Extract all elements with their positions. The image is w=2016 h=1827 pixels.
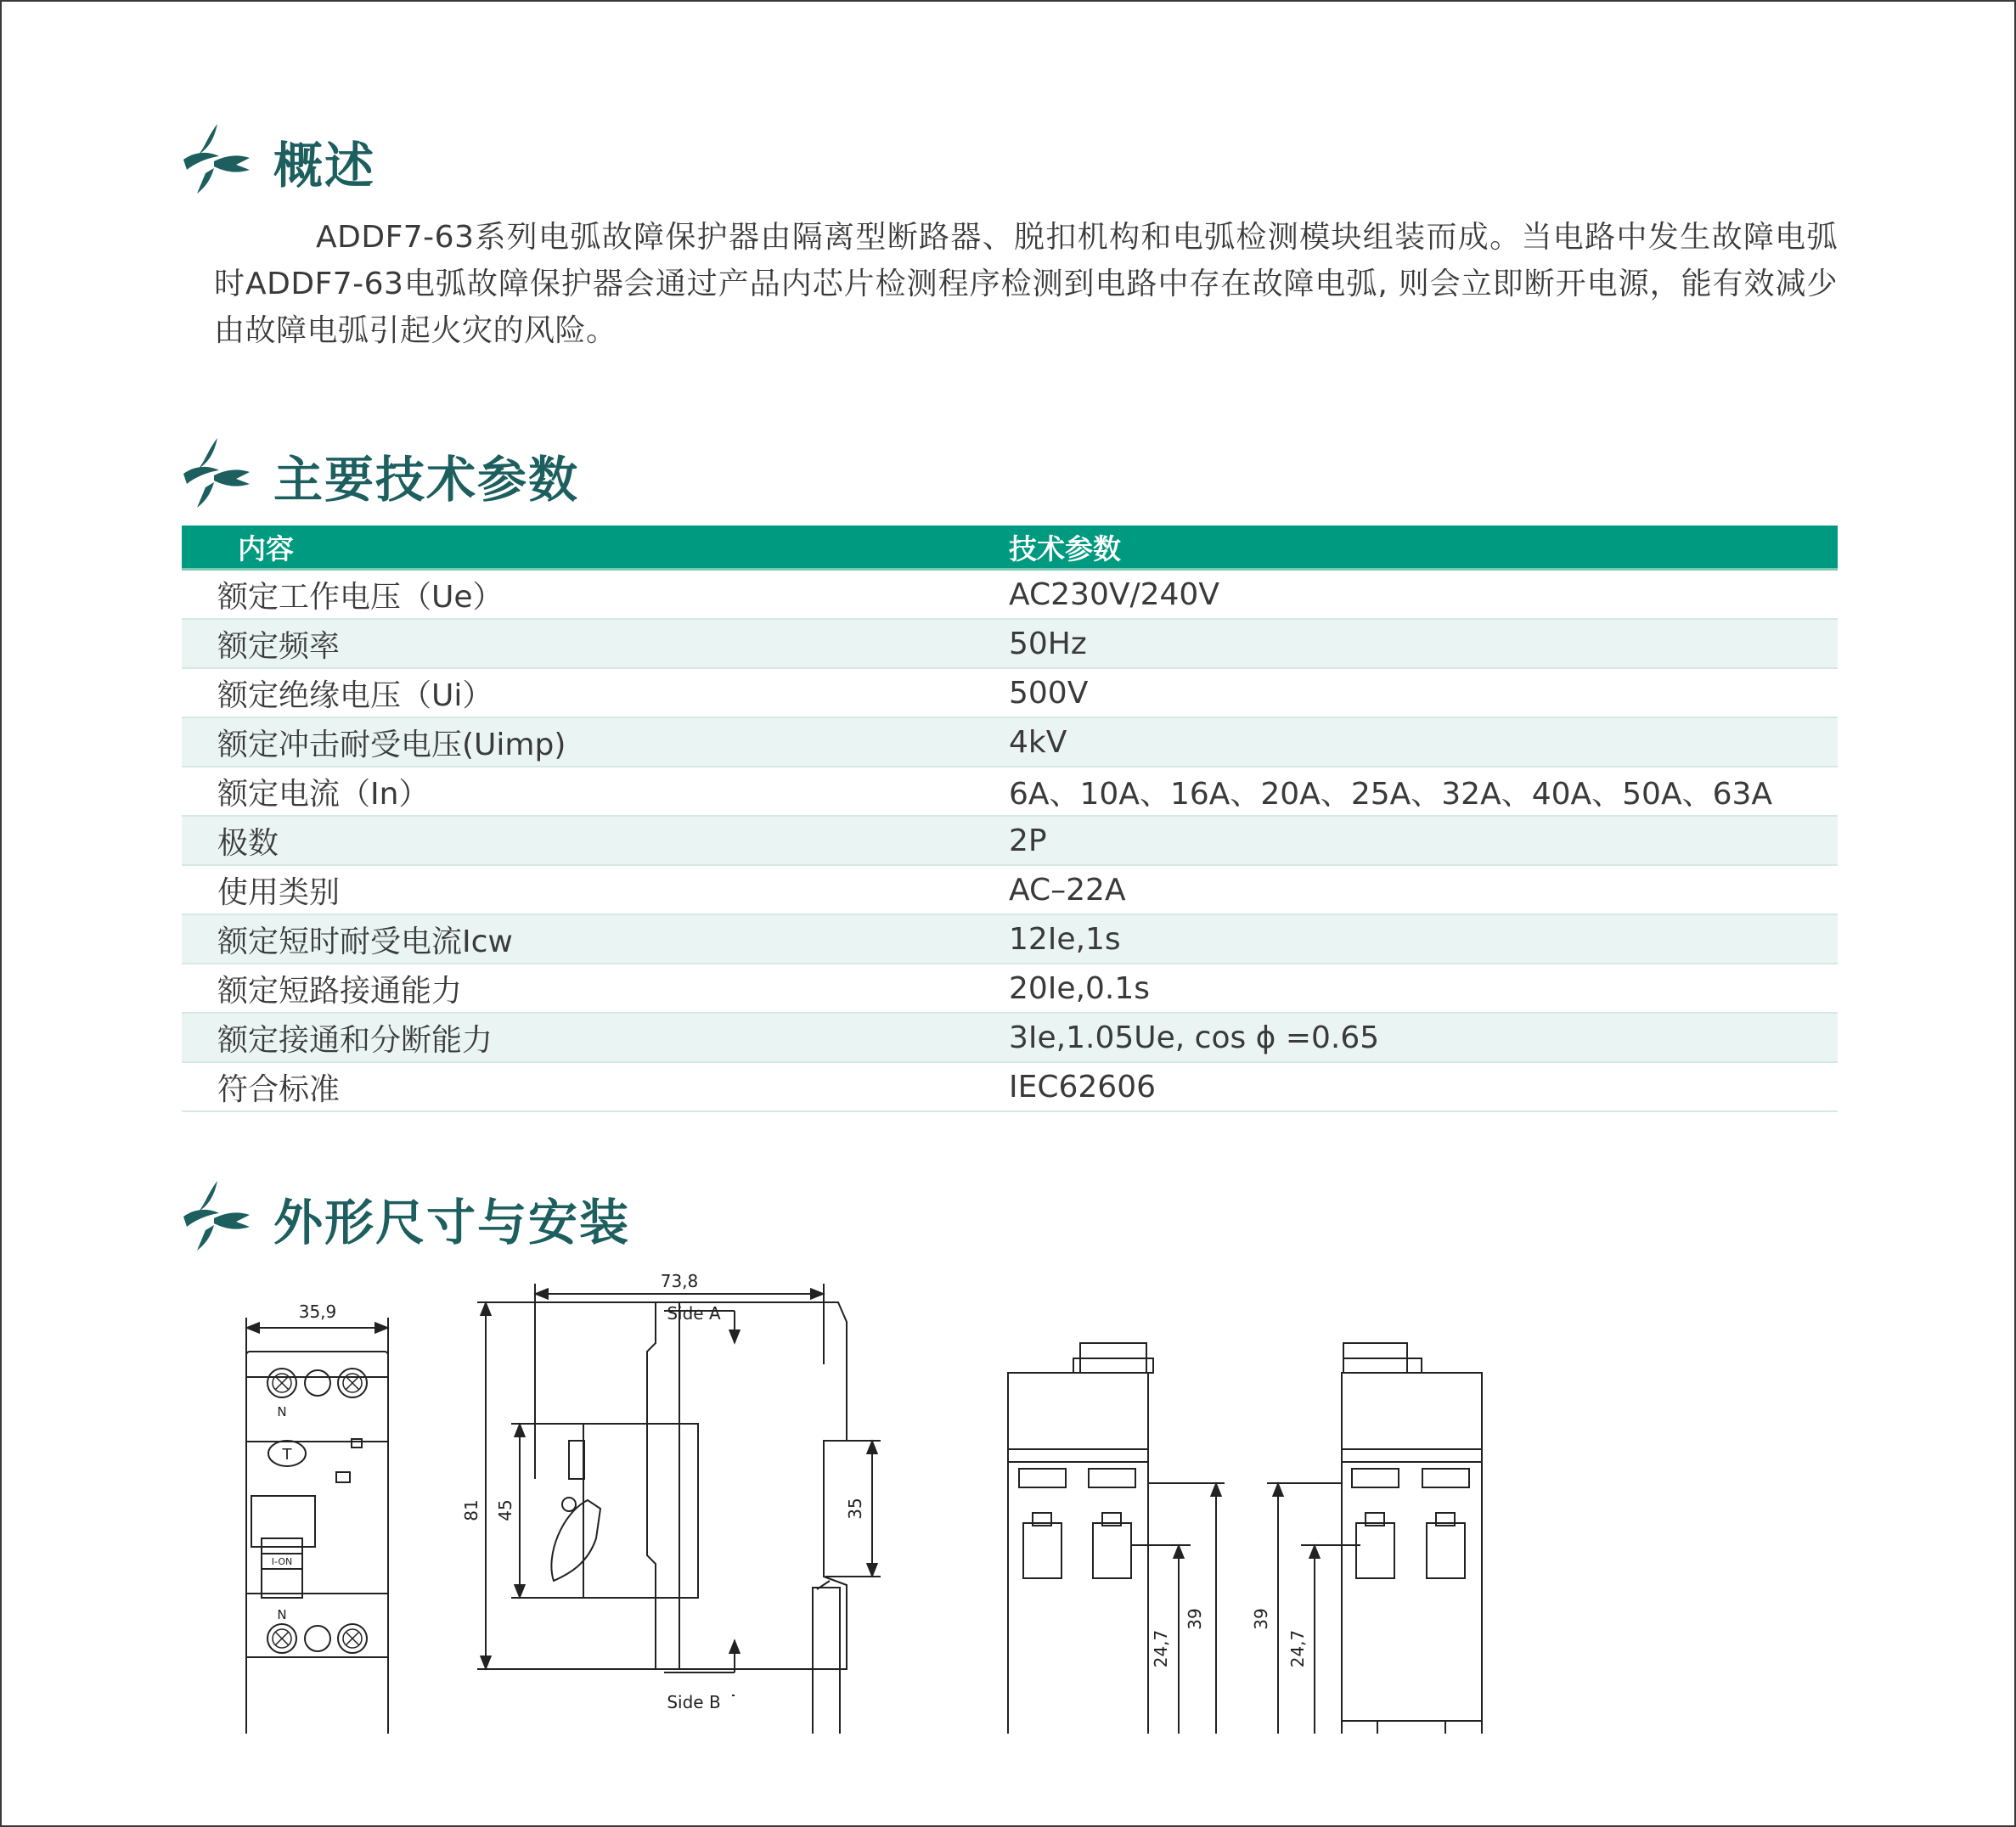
row-value: AC230V/240V: [985, 570, 1838, 620]
row-key: 额定接通和分断能力: [182, 1013, 985, 1062]
row-value: 500V: [985, 668, 1838, 717]
spec-table: [182, 526, 1838, 1112]
table-row: [182, 865, 1838, 914]
row-value: IEC62606: [985, 1062, 1838, 1111]
neutral-label-top: N: [277, 1404, 287, 1419]
table-row: [182, 668, 1838, 717]
row-value: 6A、10A、16A、20A、25A、32A、40A、50A、63A: [985, 767, 1838, 816]
slot-dimension: 35: [845, 1498, 865, 1520]
row-key: 额定短时耐受电流Icw: [182, 914, 985, 964]
row-key: 额定绝缘电压（Ui）: [182, 668, 985, 717]
brand-leaf-icon: [180, 121, 251, 194]
row-value: 50Hz: [985, 619, 1838, 668]
test-button-label: T: [282, 1446, 292, 1464]
section-title: 概述: [273, 137, 376, 194]
table-row: [182, 1013, 1838, 1062]
table-row: [182, 964, 1838, 1013]
row-value: 20Ie,0.1s: [985, 964, 1838, 1013]
row-key: 额定冲击耐受电压(Uimp): [182, 717, 985, 767]
row-value: 4kV: [985, 717, 1838, 767]
table-header-content: 内容: [182, 526, 985, 570]
side-a-label: Side A: [667, 1303, 721, 1324]
table-row: [182, 914, 1838, 964]
side-height-dimension: 81: [461, 1499, 481, 1521]
row-key: 使用类别: [182, 865, 985, 914]
terminal-offset-dimension: 24,7: [1287, 1629, 1308, 1668]
dimension-drawings: [2, 1258, 1530, 1734]
section-title: 主要技术参数: [273, 451, 580, 509]
terminal-view-drawing: [1008, 1343, 1225, 1734]
terminal-offset-dimension: 24,7: [1151, 1629, 1171, 1668]
side-view-drawing: [477, 1284, 881, 1734]
rail-dimension: 45: [495, 1499, 515, 1521]
table-row: [182, 767, 1838, 816]
table-header-row: [182, 526, 1838, 570]
front-view-drawing: [246, 1318, 388, 1734]
table-header-params: 技术参数: [985, 526, 1838, 570]
neutral-label-bottom: N: [277, 1607, 287, 1622]
terminal-view-drawing: [1267, 1343, 1482, 1734]
table-row: [182, 619, 1838, 668]
table-row: [182, 1062, 1838, 1111]
row-key: 额定电流（In）: [182, 767, 985, 816]
terminal-height-dimension: 39: [1251, 1608, 1271, 1630]
table-row: [182, 816, 1838, 865]
switch-on-label: I-ON: [271, 1556, 293, 1567]
side-depth-dimension: 73,8: [660, 1271, 699, 1291]
row-key: 符合标准: [182, 1062, 985, 1111]
table-row: [182, 570, 1838, 620]
front-width-dimension: 35,9: [298, 1301, 337, 1322]
row-value: 12Ie,1s: [985, 914, 1838, 964]
table-row: [182, 717, 1838, 767]
row-key: 额定短路接通能力: [182, 964, 985, 1013]
row-value: 2P: [985, 816, 1838, 865]
section-title: 外形尺寸与安装: [273, 1194, 631, 1251]
intro-paragraph: ADDF7-63系列电弧故障保护器由隔离型断路器、脱扣机构和电弧检测模块组装而成。当电路中发生故障电弧时ADDF7-63电弧故障保护器会通过产品内芯片检测程序检测到电路中存在故障电弧, 则会立即断开电源，能有效减少由故障电弧引起火灾的风险。: [214, 220, 1838, 348]
row-key: 额定工作电压（Ue）: [182, 570, 985, 620]
row-key: 极数: [182, 816, 985, 865]
terminal-height-dimension: 39: [1185, 1608, 1205, 1630]
row-key: 额定频率: [182, 619, 985, 668]
row-value: AC–22A: [985, 865, 1838, 914]
side-b-label: Side B: [667, 1692, 721, 1712]
row-value: 3Ie,1.05Ue, cos ϕ =0.65: [985, 1013, 1838, 1062]
brand-leaf-icon: [180, 435, 251, 508]
brand-leaf-icon: [180, 1178, 251, 1251]
